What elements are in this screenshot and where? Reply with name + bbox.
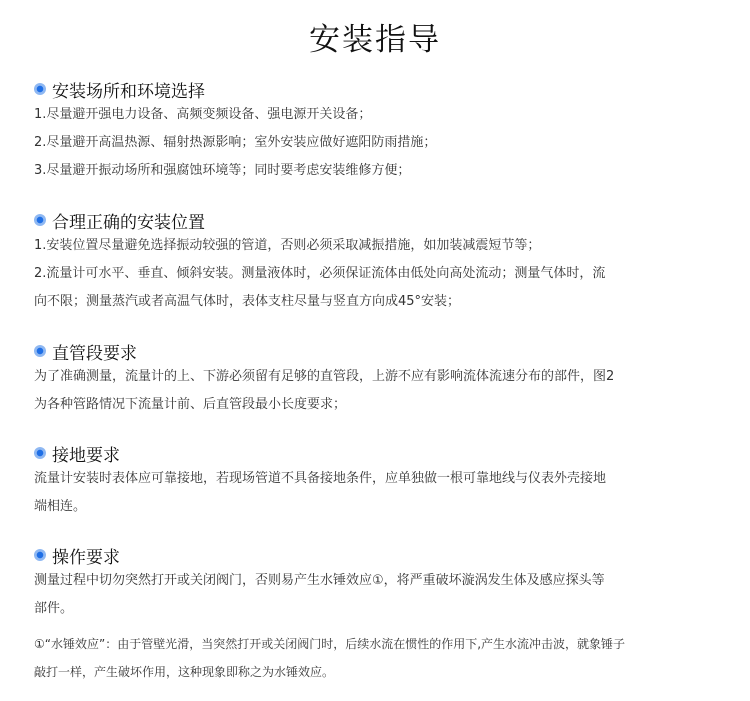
footnote: [34, 630, 724, 686]
text-line: 端相连。: [34, 499, 87, 514]
section-heading-text: 直管段要求: [52, 343, 137, 364]
bullet-icon: [34, 549, 46, 561]
section-grounding: [34, 440, 724, 521]
text-line: 为各种管路情况下流量计前、后直管段最小长度要求；: [34, 397, 347, 412]
page-title: 安装指导: [309, 22, 441, 58]
bullet-icon: [34, 345, 46, 357]
text-line: 1.安装位置尽量避免选择振动较强的管道，否则必须采取减振措施，如加装减震短节等；: [34, 238, 541, 253]
footnote-line: ①“水锤效应”：由于管壁光滑，当突然打开或关闭阀门时，后续水流在惯性的作用下,产生水流冲击波，就象锤子: [34, 637, 626, 651]
text-line: 向不限；测量蒸汽或者高温气体时，表体支柱尽量与竖直方向成45°安装；: [34, 294, 461, 309]
section-heading-text: 接地要求: [52, 445, 120, 466]
section-heading: [34, 338, 724, 364]
text-line: 2.流量计可水平、垂直、倾斜安装。测量液体时，必须保证流体由低处向高处流动；测量气体时，流: [34, 266, 606, 281]
text-line: 1.尽量避开强电力设备、高频变频设备、强电源开关设备；: [34, 107, 372, 122]
section-operation: [34, 542, 724, 623]
text-line: 3.尽量避开振动场所和强腐蚀环境等；同时要考虑安装维修方便；: [34, 163, 411, 178]
text-line: 测量过程中切勿突然打开或关闭阀门，否则易产生水锤效应①，将严重破坏漩涡发生体及感应探头等: [34, 573, 605, 588]
section-heading: [34, 76, 724, 102]
bullet-icon: [34, 447, 46, 459]
section-heading-text: 操作要求: [52, 547, 120, 568]
text-line: 为了准确测量，流量计的上、下游必须留有足够的直管段，上游不应有影响流体流速分布的部件，图2: [34, 369, 615, 384]
text-line: 2.尽量避开高温热源、辐射热源影响；室外安装应做好遮阳防雨措施；: [34, 135, 437, 150]
section-heading-text: 安装场所和环境选择: [52, 81, 205, 102]
section-installation-position: [34, 207, 724, 316]
text-line: 部件。: [34, 601, 74, 616]
footnote-line: 敲打一样，产生破坏作用，这种现象即称之为水锤效应。: [34, 665, 335, 679]
bullet-icon: [34, 214, 46, 226]
text-line: 流量计安装时表体应可靠接地，若现场管道不具备接地条件，应单独做一根可靠地线与仪表外壳接地: [34, 471, 607, 486]
section-heading: [34, 440, 724, 466]
section-heading: [34, 542, 724, 568]
bullet-icon: [34, 83, 46, 95]
section-heading-text: 合理正确的安装位置: [52, 212, 205, 233]
section-installation-site: [34, 76, 724, 185]
section-heading: [34, 207, 724, 233]
section-straight-pipe: [34, 338, 724, 419]
